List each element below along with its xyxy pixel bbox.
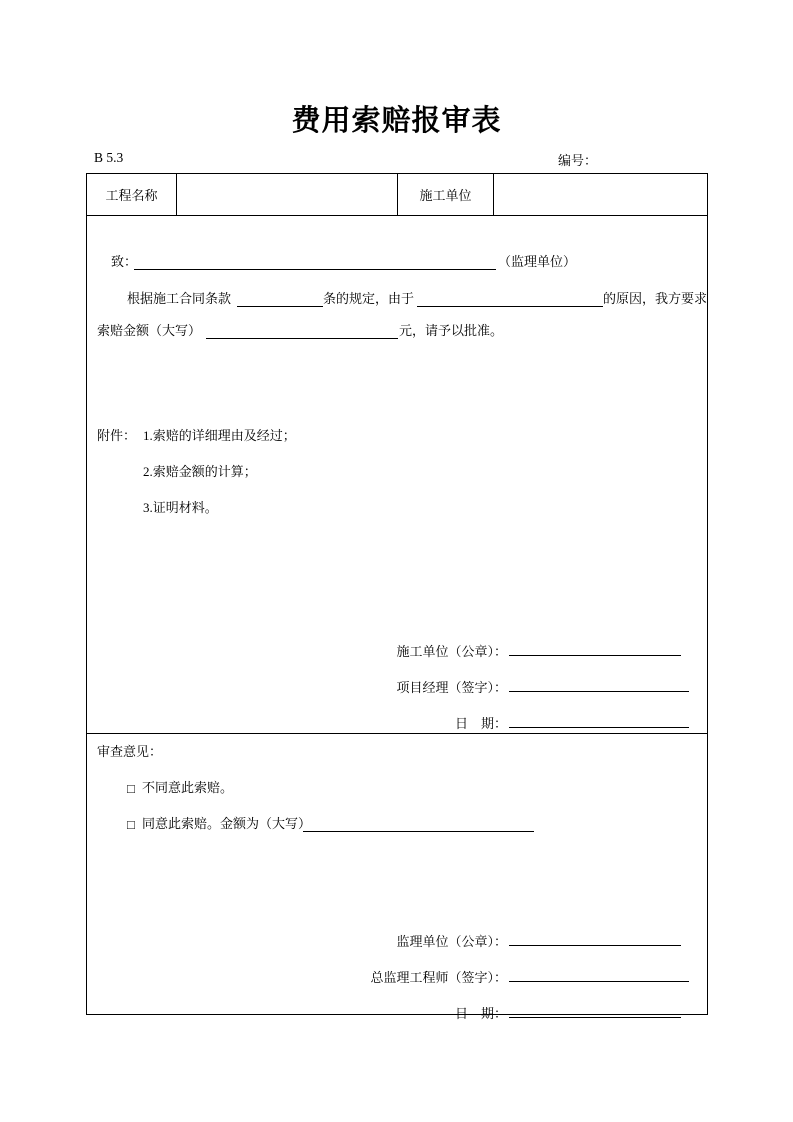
chief-supervisor-label: 总监理工程师（签字）： [370, 970, 507, 985]
review-date-label: 日 期： [454, 1006, 507, 1021]
reason-rule [417, 306, 603, 307]
table-header-row [87, 174, 707, 216]
addressee-label: 致： [111, 254, 138, 269]
contractor-field[interactable] [494, 174, 709, 215]
form-code-row [86, 150, 708, 170]
form-table [86, 173, 708, 1021]
applicant-date-rule [509, 727, 689, 728]
clause-intro-text: 根据施工合同条款 [127, 291, 232, 306]
clause-end-text: 的原因，我方要求 [603, 291, 708, 306]
attachment-item-3: 3.证明材料。 [143, 500, 218, 515]
project-name-field[interactable] [177, 174, 398, 215]
project-manager-label: 项目经理（签字）： [396, 680, 507, 695]
approved-amount-rule [303, 831, 534, 832]
checkbox-reject-icon[interactable]: □ [127, 781, 135, 796]
project-name-label: 工程名称 [87, 174, 177, 215]
checkbox-approve-label: 同意此索赔。金额为（大写） [142, 816, 312, 831]
checkbox-reject-label: 不同意此索赔。 [142, 780, 234, 795]
form-code: B 5.3 [94, 150, 124, 165]
chief-supervisor-rule [509, 981, 689, 982]
section-divider [87, 733, 707, 734]
claim-amount-suffix: 元，请予以批准。 [399, 323, 504, 338]
clause-number-rule [237, 306, 323, 307]
clause-mid-text: 条的规定，由于 [323, 291, 415, 306]
checkbox-approve-icon[interactable]: □ [127, 817, 135, 832]
serial-number-label: 编号： [558, 153, 598, 168]
supervisor-seal-rule [509, 945, 681, 946]
review-heading: 审查意见： [97, 744, 163, 759]
addressee-suffix: （监理单位） [498, 254, 577, 269]
contractor-seal-rule [509, 655, 681, 656]
supervisor-seal-label: 监理单位（公章）： [396, 934, 507, 949]
claim-amount-label: 索赔金额（大写） [97, 323, 202, 338]
applicant-date-label: 日 期： [454, 716, 507, 731]
addressee-rule [134, 269, 496, 270]
contractor-seal-label: 施工单位（公章）： [396, 644, 507, 659]
attachment-item-2: 2.索赔金额的计算； [143, 464, 257, 479]
claim-amount-rule [206, 338, 398, 339]
attachment-label: 附件： [97, 428, 137, 443]
project-manager-rule [509, 691, 689, 692]
attachment-item-1: 1.索赔的详细理由及经过； [143, 428, 296, 443]
page-title: 费用索赔报审表 [291, 105, 502, 137]
contractor-label: 施工单位 [398, 174, 494, 215]
review-date-rule [509, 1017, 681, 1018]
